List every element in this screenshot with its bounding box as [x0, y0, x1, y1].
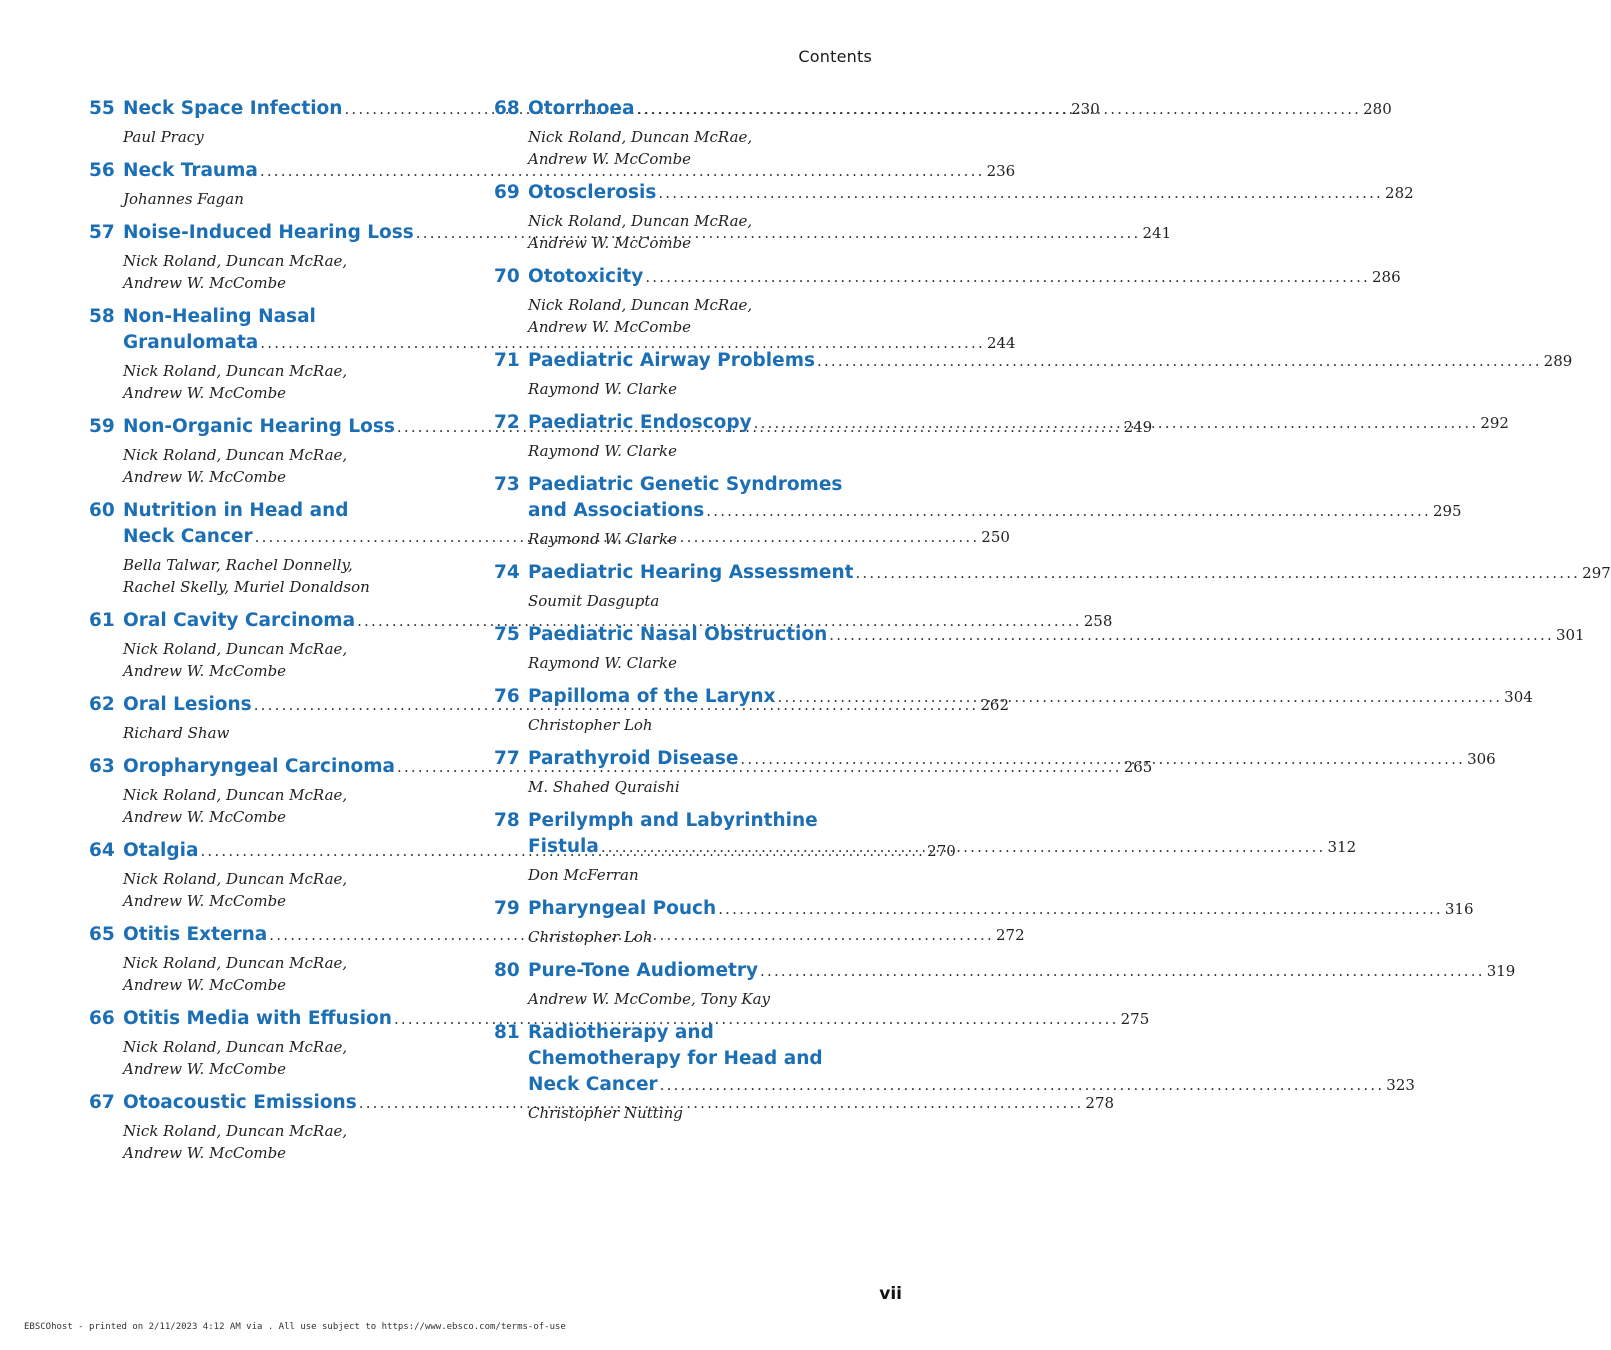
- chapter-title[interactable]: Neck Trauma: [123, 160, 258, 181]
- chapter-title[interactable]: Granulomata: [123, 332, 259, 353]
- chapter-authors: [528, 378, 862, 400]
- author-line: Andrew W. McCombe: [123, 662, 287, 680]
- chapter-number: 66: [89, 1008, 115, 1029]
- dot-leader: [855, 560, 1580, 586]
- chapter-page-number: 236: [986, 162, 1016, 180]
- author-line: Johannes Fagan: [123, 190, 244, 208]
- chapter-page-number: 278: [1085, 1094, 1115, 1112]
- dot-leader: [829, 622, 1554, 648]
- author-line: Nick Roland, Duncan McRae,: [528, 296, 753, 314]
- chapter-number: 70: [494, 266, 520, 287]
- chapter-number: 74: [494, 562, 520, 583]
- chapter-title[interactable]: Otorrhoea: [528, 98, 635, 119]
- author-line: Raymond W. Clarke: [528, 442, 678, 460]
- author-line: Christopher Loh: [528, 928, 653, 946]
- chapter-page-number: 319: [1486, 962, 1516, 980]
- chapter-page-number: 262: [980, 696, 1010, 714]
- author-line: Andrew W. McCombe: [123, 468, 287, 486]
- chapter-page-number: 249: [1123, 418, 1153, 436]
- chapter-title[interactable]: Pharyngeal Pouch: [528, 898, 717, 919]
- chapter-page-number: 258: [1083, 612, 1113, 630]
- chapter-number: 79: [494, 898, 520, 919]
- chapter-page-number: 286: [1372, 268, 1401, 286]
- chapter-number: 78: [494, 810, 520, 831]
- author-line: Paul Pracy: [123, 128, 204, 146]
- chapter-title[interactable]: Nutrition in Head and: [123, 500, 349, 521]
- chapter-authors: [528, 294, 862, 338]
- chapter-number: 58: [89, 306, 115, 327]
- chapter-title[interactable]: Neck Cancer: [528, 1074, 658, 1095]
- chapter-authors: [528, 440, 862, 462]
- chapter-title[interactable]: Ototoxicity: [528, 266, 644, 287]
- dot-leader: [636, 96, 1361, 122]
- chapter-authors: [123, 868, 457, 912]
- chapter-number: 56: [89, 160, 115, 181]
- chapter-title[interactable]: Chemotherapy for Head and: [528, 1048, 823, 1069]
- chapter-number: 81: [494, 1022, 520, 1043]
- chapter-number: 69: [494, 182, 520, 203]
- author-line: Andrew W. McCombe: [123, 976, 287, 994]
- chapter-page-number: 270: [927, 842, 956, 860]
- author-line: Bella Talwar, Rachel Donnelly,: [123, 556, 353, 574]
- chapter-authors: [528, 988, 862, 1010]
- chapter-number: 76: [494, 686, 520, 707]
- chapter-authors: [123, 360, 457, 404]
- author-line: Nick Roland, Duncan McRae,: [123, 1038, 348, 1056]
- chapter-page-number: 280: [1363, 100, 1392, 118]
- page-number: vii: [879, 1284, 902, 1304]
- author-line: Andrew W. McCombe: [528, 318, 692, 336]
- author-line: Andrew W. McCombe: [123, 274, 287, 292]
- chapter-page-number: 323: [1386, 1076, 1415, 1094]
- chapter-authors: [123, 722, 457, 744]
- chapter-authors: [528, 126, 862, 170]
- chapter-title[interactable]: Paediatric Genetic Syndromes: [528, 474, 843, 495]
- chapter-number: 61: [89, 610, 115, 631]
- chapter-page-number: 244: [986, 334, 1016, 352]
- author-line: Andrew W. McCombe: [528, 150, 692, 168]
- chapter-number: 59: [89, 416, 115, 437]
- chapter-title[interactable]: Oral Cavity Carcinoma: [123, 610, 356, 631]
- dot-leader: [658, 180, 1383, 206]
- chapter-title[interactable]: Perilymph and Labyrinthine: [528, 810, 818, 831]
- chapter-title[interactable]: Papilloma of the Larynx: [528, 686, 776, 707]
- dot-leader: [777, 684, 1502, 710]
- chapter-title[interactable]: Otosclerosis: [528, 182, 657, 203]
- chapter-authors: [528, 864, 862, 886]
- dot-leader: [706, 498, 1431, 524]
- chapter-page-number: 282: [1385, 184, 1414, 202]
- author-line: Andrew W. McCombe, Tony Kay: [528, 990, 770, 1008]
- toc-entry-71[interactable]: [494, 348, 1573, 400]
- chapter-authors: [528, 652, 862, 674]
- author-line: Nick Roland, Duncan McRae,: [123, 786, 348, 804]
- author-line: Rachel Skelly, Muriel Donaldson: [123, 578, 370, 596]
- author-line: Andrew W. McCombe: [123, 384, 287, 402]
- dot-leader: [754, 410, 1479, 436]
- chapter-page-number: 295: [1432, 502, 1462, 520]
- chapter-title[interactable]: Paediatric Endoscopy: [528, 412, 752, 433]
- chapter-authors: [123, 188, 457, 210]
- chapter-title[interactable]: Fistula: [528, 836, 599, 857]
- author-line: Christopher Loh: [528, 716, 653, 734]
- chapter-page-number: 312: [1327, 838, 1357, 856]
- toc-entry-74[interactable]: [494, 560, 1611, 612]
- dot-leader: [645, 264, 1370, 290]
- author-line: Andrew W. McCombe: [123, 1144, 287, 1162]
- chapter-page-number: 316: [1444, 900, 1474, 918]
- dot-leader: [601, 834, 1326, 860]
- chapter-title[interactable]: Otitis Media with Effusion: [123, 1008, 392, 1029]
- author-line: Raymond W. Clarke: [528, 530, 678, 548]
- chapter-authors: [528, 210, 862, 254]
- chapter-number: 80: [494, 960, 520, 981]
- author-line: M. Shahed Quraishi: [528, 778, 680, 796]
- author-line: Raymond W. Clarke: [528, 654, 678, 672]
- chapter-number: 64: [89, 840, 115, 861]
- author-line: Don McFerran: [528, 866, 639, 884]
- author-line: Nick Roland, Duncan McRae,: [123, 446, 348, 464]
- chapter-title[interactable]: Neck Cancer: [123, 526, 253, 547]
- chapter-page-number: 241: [1142, 224, 1172, 242]
- chapter-title[interactable]: Noise-Induced Hearing Loss: [123, 222, 414, 243]
- print-footer: EBSCOhost - printed on 2/11/2023 4:12 AM via . All use subject to https://www.ebsco.com/terms-of-use: [24, 1322, 566, 1332]
- chapter-authors: [528, 714, 862, 736]
- author-line: Andrew W. McCombe: [528, 234, 692, 252]
- chapter-authors: [123, 250, 457, 294]
- chapter-number: 67: [89, 1092, 115, 1113]
- chapter-number: 75: [494, 624, 520, 645]
- author-line: Nick Roland, Duncan McRae,: [123, 640, 348, 658]
- toc-entry-70[interactable]: [494, 264, 1401, 338]
- chapter-number: 73: [494, 474, 520, 495]
- author-line: Nick Roland, Duncan McRae,: [123, 1122, 348, 1140]
- toc-entry-80[interactable]: [494, 958, 1516, 1010]
- chapter-authors: [528, 590, 862, 612]
- author-line: Andrew W. McCombe: [123, 892, 287, 910]
- chapter-title[interactable]: Otoacoustic Emissions: [123, 1092, 357, 1113]
- author-line: Christopher Nutting: [528, 1104, 683, 1122]
- author-line: Soumit Dasgupta: [528, 592, 660, 610]
- author-line: Richard Shaw: [123, 724, 230, 742]
- chapter-authors: [123, 126, 457, 148]
- chapter-page-number: 250: [981, 528, 1010, 546]
- chapter-authors: [123, 444, 457, 488]
- author-line: Andrew W. McCombe: [123, 1060, 287, 1078]
- chapter-authors: [528, 528, 862, 550]
- author-line: Nick Roland, Duncan McRae,: [528, 212, 753, 230]
- chapter-page-number: 275: [1120, 1010, 1150, 1028]
- author-line: Nick Roland, Duncan McRae,: [123, 252, 348, 270]
- chapter-authors: [123, 952, 457, 996]
- dot-leader: [760, 958, 1485, 984]
- running-header: Contents: [798, 47, 872, 66]
- chapter-number: 68: [494, 98, 520, 119]
- chapter-title[interactable]: Oropharyngeal Carcinoma: [123, 756, 395, 777]
- chapter-authors: [123, 1120, 457, 1164]
- chapter-page-number: 230: [1071, 100, 1100, 118]
- chapter-page-number: 265: [1123, 758, 1153, 776]
- chapter-title[interactable]: and Associations: [528, 500, 705, 521]
- chapter-authors: [528, 776, 862, 798]
- chapter-number: 60: [89, 500, 115, 521]
- chapter-title[interactable]: Paediatric Hearing Assessment: [528, 562, 854, 583]
- dot-leader: [740, 746, 1465, 772]
- chapter-number: 71: [494, 350, 520, 371]
- chapter-title[interactable]: Paediatric Airway Problems: [528, 350, 815, 371]
- chapter-page-number: 304: [1504, 688, 1533, 706]
- chapter-authors: [123, 638, 457, 682]
- chapter-page-number: 272: [995, 926, 1025, 944]
- toc-entry-75[interactable]: [494, 622, 1585, 674]
- chapter-number: 55: [89, 98, 115, 119]
- dot-leader: [817, 348, 1542, 374]
- author-line: Nick Roland, Duncan McRae,: [123, 362, 348, 380]
- chapter-authors: [528, 1102, 862, 1124]
- chapter-title[interactable]: Paediatric Nasal Obstruction: [528, 624, 828, 645]
- chapter-number: 57: [89, 222, 115, 243]
- dot-leader: [718, 896, 1443, 922]
- chapter-number: 62: [89, 694, 115, 715]
- chapter-title[interactable]: Non-Healing Nasal: [123, 306, 316, 327]
- chapter-title[interactable]: Radiotherapy and: [528, 1022, 714, 1043]
- chapter-title[interactable]: Otitis Externa: [123, 924, 268, 945]
- chapter-title[interactable]: Otalgia: [123, 840, 199, 861]
- chapter-authors: [528, 926, 862, 948]
- chapter-number: 77: [494, 748, 520, 769]
- chapter-number: 65: [89, 924, 115, 945]
- author-line: Andrew W. McCombe: [123, 808, 287, 826]
- author-line: Nick Roland, Duncan McRae,: [123, 954, 348, 972]
- chapter-title[interactable]: Oral Lesions: [123, 694, 252, 715]
- author-line: Raymond W. Clarke: [528, 380, 678, 398]
- chapter-page-number: 292: [1480, 414, 1509, 432]
- chapter-title[interactable]: Pure-Tone Audiometry: [528, 960, 759, 981]
- chapter-page-number: 306: [1467, 750, 1496, 768]
- chapter-title[interactable]: Parathyroid Disease: [528, 748, 739, 769]
- author-line: Nick Roland, Duncan McRae,: [528, 128, 753, 146]
- chapter-title[interactable]: Non-Organic Hearing Loss: [123, 416, 395, 437]
- chapter-number: 72: [494, 412, 520, 433]
- chapter-page-number: 301: [1555, 626, 1585, 644]
- chapter-page-number: 289: [1543, 352, 1573, 370]
- author-line: Nick Roland, Duncan McRae,: [123, 870, 348, 888]
- chapter-title[interactable]: Neck Space Infection: [123, 98, 343, 119]
- chapter-page-number: 297: [1582, 564, 1611, 582]
- dot-leader: [660, 1072, 1385, 1098]
- chapter-authors: [123, 1036, 457, 1080]
- chapter-authors: [123, 554, 457, 598]
- chapter-number: 63: [89, 756, 115, 777]
- chapter-authors: [123, 784, 457, 828]
